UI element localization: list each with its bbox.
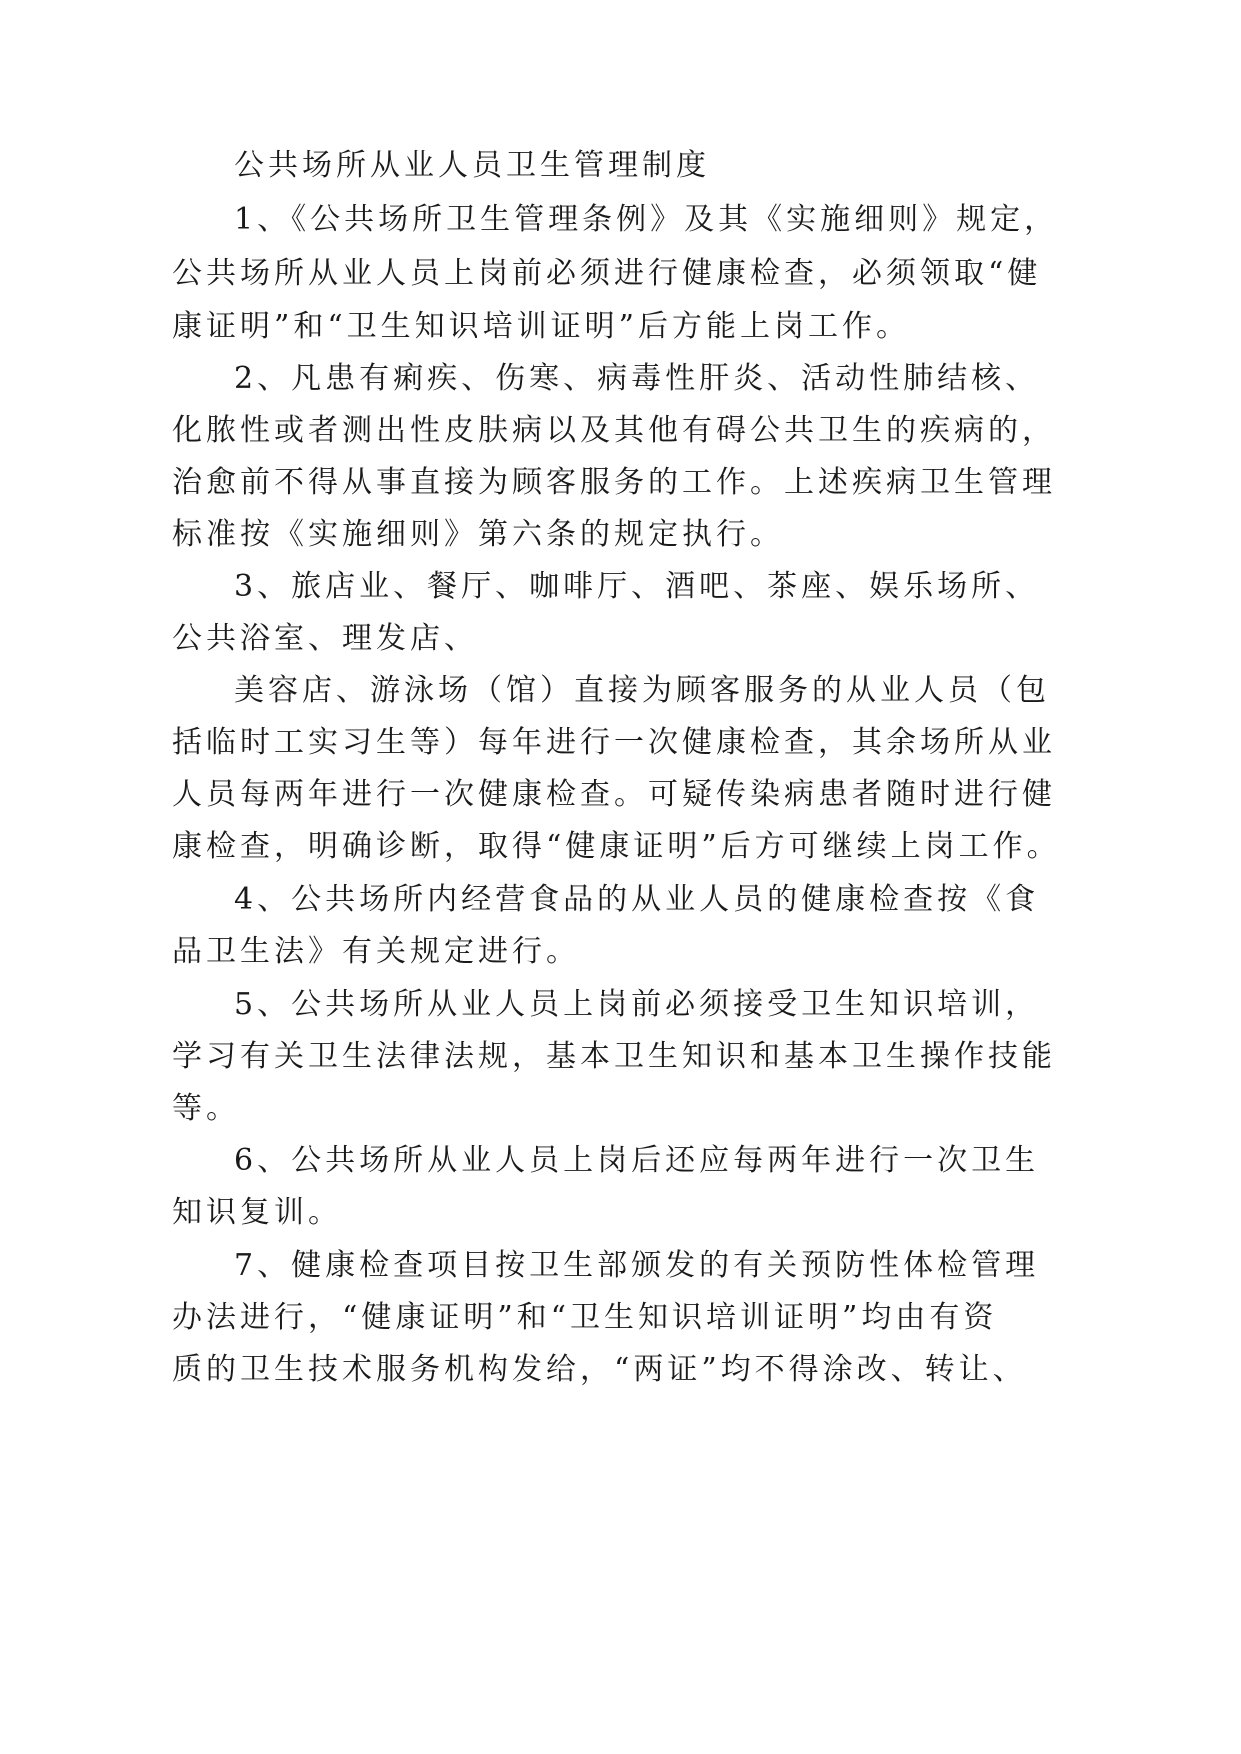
paragraph-line: 办法进行，“健康证明”和“卫生知识培训证明”均由有资 — [172, 1300, 998, 1335]
paragraph-line: 品卫生法》有关规定进行。 — [172, 934, 580, 969]
document-title: 公共场所从业人员卫生管理制度 — [234, 148, 710, 183]
paragraph-line: 康检查，明确诊断，取得“健康证明”后方可继续上岗工作。 — [172, 829, 1061, 864]
paragraph-line: 括临时工实习生等）每年进行一次健康检查，其余场所从业 — [172, 725, 1056, 760]
paragraph-line: 知识复训。 — [172, 1195, 342, 1230]
paragraph-line: 质的卫生技术服务机构发给，“两证”均不得涂改、转让、 — [172, 1352, 1027, 1387]
paragraph-line: 2、凡患有痢疾、伤寒、病毒性肝炎、活动性肺结核、 — [234, 361, 1040, 396]
paragraph-line: 3、旅店业、餐厅、咖啡厅、酒吧、茶座、娱乐场所、 — [234, 569, 1040, 604]
paragraph-line: 5、公共场所从业人员上岗前必须接受卫生知识培训， — [234, 987, 1040, 1022]
paragraph-line: 美容店、游泳场（馆）直接为顾客服务的从业人员（包 — [234, 673, 1050, 708]
paragraph-line: 7、健康检查项目按卫生部颁发的有关预防性体检管理 — [234, 1248, 1040, 1283]
paragraph-line: 化脓性或者测出性皮肤病以及其他有碍公共卫生的疾病的， — [172, 413, 1056, 448]
paragraph-line: 治愈前不得从事直接为顾客服务的工作。上述疾病卫生管理 — [172, 465, 1056, 500]
paragraph-line: 6、公共场所从业人员上岗后还应每两年进行一次卫生 — [234, 1143, 1040, 1178]
paragraph-line: 标准按《实施细则》第六条的规定执行。 — [172, 517, 784, 552]
paragraph-line: 4、公共场所内经营食品的从业人员的健康检查按《食 — [234, 882, 1040, 917]
paragraph-line: 1、《公共场所卫生管理条例》及其《实施细则》规定， — [234, 202, 1059, 237]
paragraph-line: 康证明”和“卫生知识培训证明”后方能上岗工作。 — [172, 309, 911, 344]
paragraph-line: 等。 — [172, 1091, 240, 1126]
paragraph-line: 人员每两年进行一次健康检查。可疑传染病患者随时进行健 — [172, 777, 1056, 812]
paragraph-line: 学习有关卫生法律法规，基本卫生知识和基本卫生操作技能 — [172, 1039, 1056, 1074]
paragraph-line: 公共场所从业人员上岗前必须进行健康检查，必须领取“健 — [172, 256, 1042, 291]
paragraph-line: 公共浴室、理发店、 — [172, 621, 478, 656]
